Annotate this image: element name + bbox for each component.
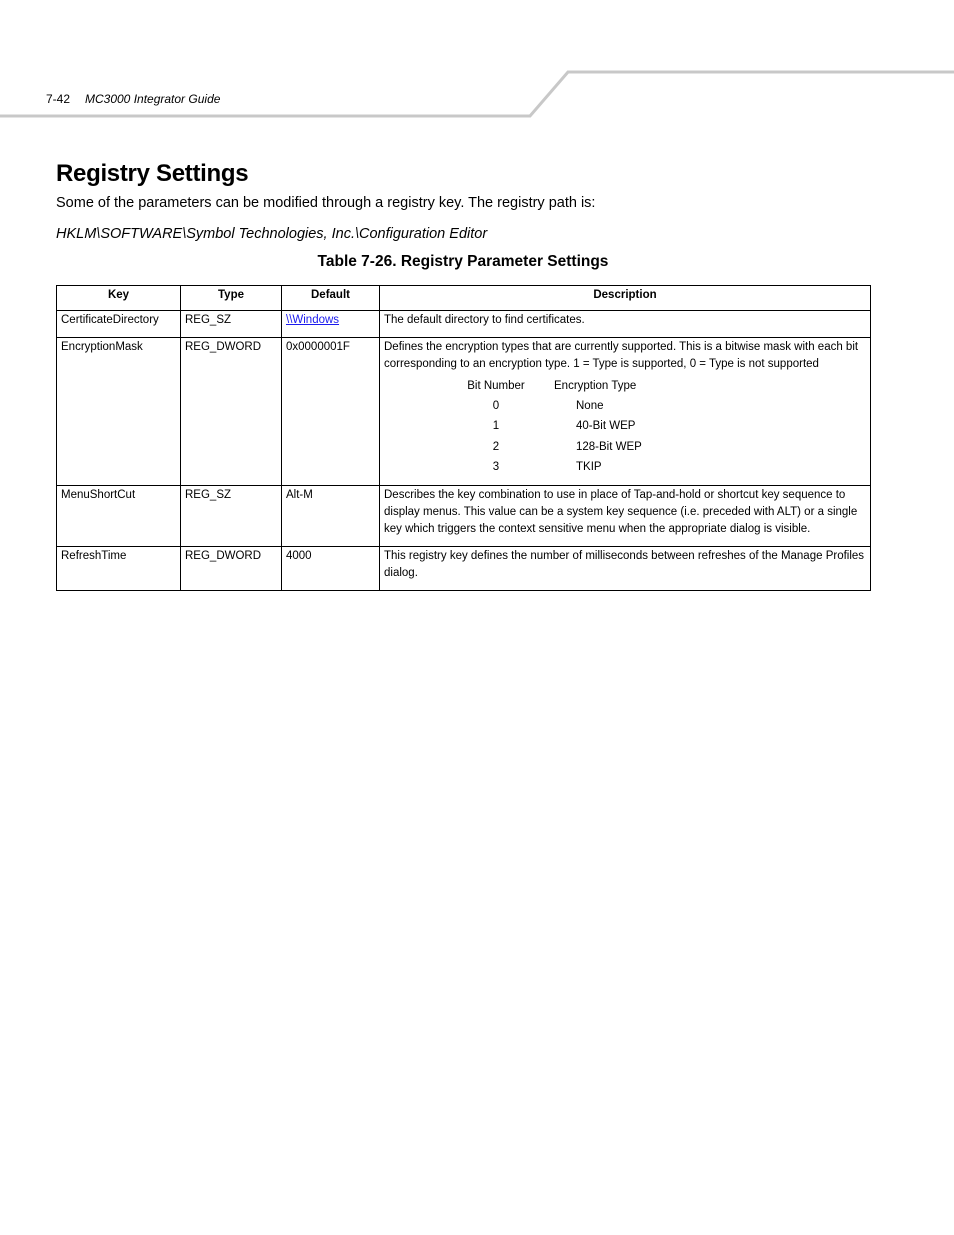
registry-path: HKLM\SOFTWARE\Symbol Technologies, Inc.\Configuration Editor bbox=[56, 226, 488, 242]
column-header-key: Key bbox=[57, 286, 181, 311]
cell-type: REG_SZ bbox=[181, 486, 282, 547]
cell-description: Describes the key combination to use in place of Tap-and-hold or shortcut key sequence to display menus. This value can be a system key sequence (i.e. preceded with ALT) or a single key which triggers the context sensitive menu when the appropriate dialog is visible. bbox=[380, 486, 871, 547]
cell-key: EncryptionMask bbox=[57, 338, 181, 486]
table-row bbox=[57, 486, 871, 547]
cell-description bbox=[380, 338, 871, 486]
column-header-description: Description bbox=[380, 286, 871, 311]
cell-default bbox=[282, 311, 380, 338]
table-row bbox=[57, 547, 871, 591]
intro-paragraph: Some of the parameters can be modified through a registry key. The registry path is: bbox=[56, 195, 596, 211]
encryption-type: TKIP bbox=[576, 460, 602, 473]
table-row bbox=[57, 311, 871, 338]
bit-table-header bbox=[384, 376, 866, 396]
table-caption: Table 7-26. Registry Parameter Settings bbox=[317, 253, 609, 270]
bit-number-header: Bit Number bbox=[467, 379, 525, 392]
encryption-type: None bbox=[576, 399, 604, 412]
cell-type: REG_DWORD bbox=[181, 547, 282, 591]
bit-table-row bbox=[384, 396, 866, 416]
cell-description: This registry key defines the number of milliseconds between refreshes of the Manage Profiles dialog. bbox=[380, 547, 871, 591]
header-rule-graphic bbox=[0, 0, 954, 130]
encryption-type: 128-Bit WEP bbox=[576, 440, 642, 453]
cell-default: Alt-M bbox=[282, 486, 380, 547]
encryption-type-header: Encryption Type bbox=[554, 379, 637, 392]
encryption-type: 40-Bit WEP bbox=[576, 420, 636, 433]
cell-default: 4000 bbox=[282, 547, 380, 591]
bit-table-row bbox=[384, 417, 866, 437]
registry-parameter-table bbox=[56, 285, 871, 591]
bit-table-row bbox=[384, 437, 866, 457]
encryption-bit-table bbox=[384, 376, 866, 477]
bit-number: 1 bbox=[492, 420, 500, 433]
guide-title: MC3000 Integrator Guide bbox=[85, 92, 221, 106]
bit-number: 0 bbox=[492, 399, 500, 412]
cell-key: MenuShortCut bbox=[57, 486, 181, 547]
page-number: 7-42 bbox=[46, 92, 71, 106]
cell-type: REG_DWORD bbox=[181, 338, 282, 486]
bit-table-row bbox=[384, 457, 866, 477]
table-header-row bbox=[57, 286, 871, 311]
cell-key: RefreshTime bbox=[57, 547, 181, 591]
table-row bbox=[57, 338, 871, 486]
column-header-type: Type bbox=[181, 286, 282, 311]
bit-number: 2 bbox=[492, 440, 500, 453]
cell-description: The default directory to find certificates. bbox=[380, 311, 871, 338]
cell-default: 0x0000001F bbox=[282, 338, 380, 486]
bit-number: 3 bbox=[492, 460, 500, 473]
windows-directory-link[interactable]: \\Windows bbox=[286, 314, 340, 326]
cell-type: REG_SZ bbox=[181, 311, 282, 338]
description-text: Defines the encryption types that are currently supported. This is a bitwise mask with each bit corresponding to an encryption type. 1 = Type is supported, 0 = Type is not supported bbox=[384, 341, 859, 370]
section-title: Registry Settings bbox=[56, 160, 249, 187]
cell-key: CertificateDirectory bbox=[57, 311, 181, 338]
column-header-default: Default bbox=[282, 286, 380, 311]
